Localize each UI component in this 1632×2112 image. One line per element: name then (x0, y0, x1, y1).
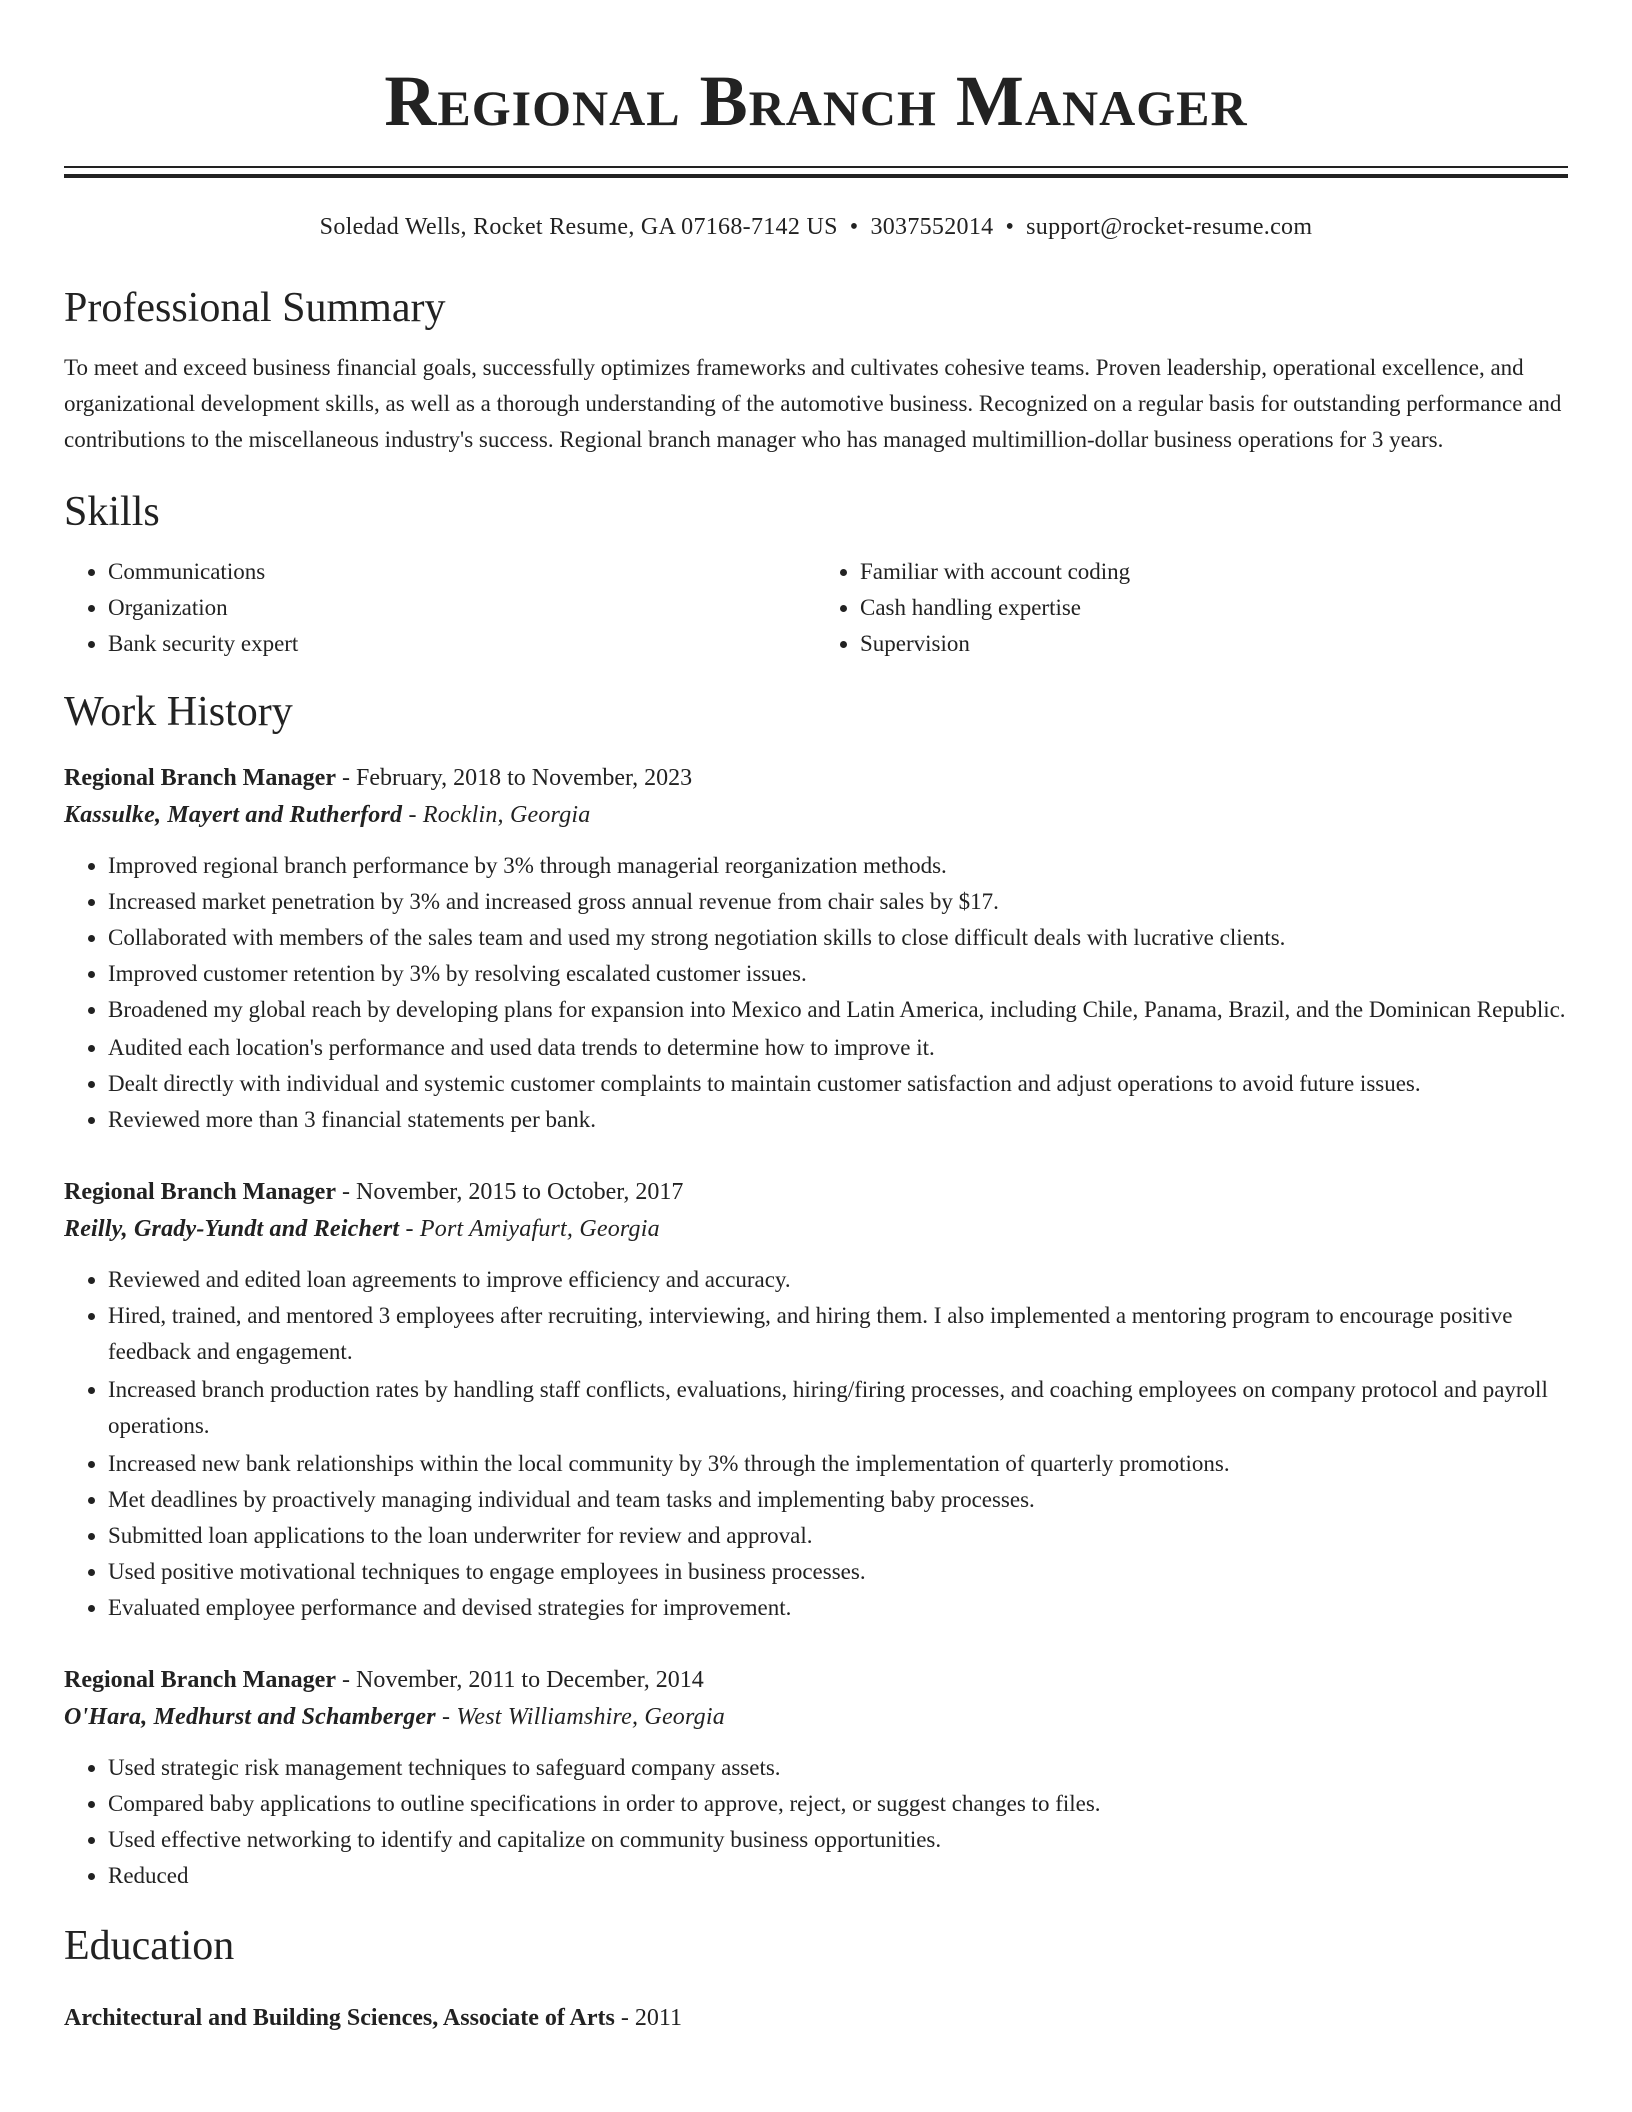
contact-separator: • (1005, 214, 1015, 240)
job-title: Regional Branch Manager (64, 1667, 336, 1693)
job-dash: - (335, 765, 356, 791)
job-location: Port Amiyafurt, Georgia (419, 1216, 660, 1242)
education-heading: Education (64, 1923, 235, 1969)
skill-item: • Communications (108, 554, 816, 590)
job-title-line (64, 1662, 1568, 1698)
work-history-heading: Work History (64, 689, 293, 735)
job-bullets (64, 1750, 1568, 1894)
title-divider-thin (64, 166, 1568, 168)
skill-item: • Familiar with account coding (860, 554, 1568, 590)
contact-email: support@rocket-resume.com (1026, 214, 1313, 240)
job-bullet: • Increased market penetration by 3% and increased gross annual revenue from chair sales by $17. (108, 884, 1568, 920)
skills-list (64, 554, 1568, 662)
job-bullet: • Dealt directly with individual and systemic customer complaints to maintain customer satisfaction and adjust operations to avoid future issues. (108, 1066, 1568, 1102)
job-title: Regional Branch Manager (64, 765, 336, 791)
job-entry (64, 760, 1568, 1138)
skill-item: • Cash handling expertise (860, 590, 1568, 626)
job-company-line (64, 1698, 1568, 1736)
job-title-line (64, 1174, 1568, 1210)
contact-separator: • (849, 214, 859, 240)
job-dash: - (402, 802, 423, 828)
job-bullet: • Audited each location's performance and used data trends to determine how to improve it. (108, 1030, 1568, 1066)
title-divider-thick (64, 174, 1568, 178)
job-title-line (64, 760, 1568, 796)
education-dash: - (614, 2005, 635, 2031)
job-bullet: • Submitted loan applications to the loan underwriter for review and approval. (108, 1518, 1568, 1554)
job-bullet: • Reviewed and edited loan agreements to improve efficiency and accuracy. (108, 1262, 1568, 1298)
job-bullet: • Compared baby applications to outline specifications in order to approve, reject, or suggest changes to files. (108, 1786, 1568, 1822)
skill-item: • Organization (108, 590, 816, 626)
job-dash: - (399, 1216, 420, 1242)
skills-column-left (64, 554, 816, 662)
job-dates: November, 2011 to December, 2014 (355, 1667, 704, 1693)
job-entry (64, 1662, 1568, 1894)
job-bullet: • Improved regional branch performance by 3% through managerial reorganization methods. (108, 848, 1568, 884)
skills-heading: Skills (64, 489, 160, 535)
education-year: 2011 (634, 2005, 682, 2031)
job-company: Kassulke, Mayert and Rutherford (64, 802, 403, 828)
contact-line (64, 212, 1568, 242)
job-company: Reilly, Grady-Yundt and Reichert (64, 1216, 400, 1242)
job-location: Rocklin, Georgia (422, 802, 591, 828)
job-bullet: • Met deadlines by proactively managing individual and team tasks and implementing baby processes. (108, 1482, 1568, 1518)
skill-item: • Bank security expert (108, 626, 816, 662)
resume-title: Regional Branch Manager (384, 61, 1248, 141)
job-bullet: • Reviewed more than 3 financial statements per bank. (108, 1102, 1568, 1138)
summary-text: To meet and exceed business financial goals, successfully optimizes frameworks and cultivates cohesive teams. Proven leadership, operational excellence, and organizational development skills, as well as a thorough understanding of the automotive business. Recognized on a regular basis for outstanding performance and contributions to the miscellaneous industry's success. Regional branch manager who has managed multimillion-dollar business operations for 3 years. (64, 355, 1562, 452)
job-title: Regional Branch Manager (64, 1179, 336, 1205)
job-dates: November, 2015 to October, 2017 (355, 1179, 684, 1205)
job-bullet: • Broadened my global reach by developing plans for expansion into Mexico and Latin America, including Chile, Panama, Brazil, and the Dominican Republic. (108, 992, 1568, 1028)
job-company: O'Hara, Medhurst and Schamberger (64, 1704, 436, 1730)
job-bullet: • Increased new bank relationships within the local community by 3% through the implementation of quarterly promotions. (108, 1446, 1568, 1482)
job-bullets (64, 1262, 1568, 1626)
education-degree: Architectural and Building Sciences, Associate of Arts (64, 2005, 615, 2031)
job-location: West Williamshire, Georgia (456, 1704, 725, 1730)
job-entry (64, 1174, 1568, 1626)
contact-address: Soledad Wells, Rocket Resume, GA 07168-7142 US (319, 214, 838, 240)
job-company-line (64, 1210, 1568, 1248)
job-bullet: • Improved customer retention by 3% by resolving escalated customer issues. (108, 956, 1568, 992)
job-dash: - (435, 1704, 457, 1730)
contact-phone: 3037552014 (870, 214, 994, 240)
job-dash: - (335, 1179, 356, 1205)
job-bullets (64, 848, 1568, 1138)
job-bullet: • Collaborated with members of the sales team and used my strong negotiation skills to close difficult deals with lucrative clients. (108, 920, 1568, 956)
job-bullet: • Hired, trained, and mentored 3 employees after recruiting, interviewing, and hiring them. I also implemented a mentoring program to encourage positive feedback and engagement. (108, 1298, 1568, 1370)
job-bullet: • Used strategic risk management techniques to safeguard company assets. (108, 1750, 1568, 1786)
job-bullet: • Used effective networking to identify and capitalize on community business opportunities. (108, 1822, 1568, 1858)
job-bullet: • Reduced (108, 1858, 1568, 1894)
job-bullet: • Increased branch production rates by handling staff conflicts, evaluations, hiring/firing processes, and coaching employees on company protocol and payroll operations. (108, 1372, 1568, 1444)
job-dates: February, 2018 to November, 2023 (355, 765, 693, 791)
job-bullet: • Used positive motivational techniques to engage employees in business processes. (108, 1554, 1568, 1590)
education-entry (64, 2000, 1568, 2036)
skill-item: • Supervision (860, 626, 1568, 662)
job-bullet: • Evaluated employee performance and devised strategies for improvement. (108, 1590, 1568, 1626)
job-dash: - (335, 1667, 356, 1693)
job-company-line (64, 796, 1568, 834)
summary-heading: Professional Summary (64, 285, 446, 331)
skills-column-right (816, 554, 1568, 662)
